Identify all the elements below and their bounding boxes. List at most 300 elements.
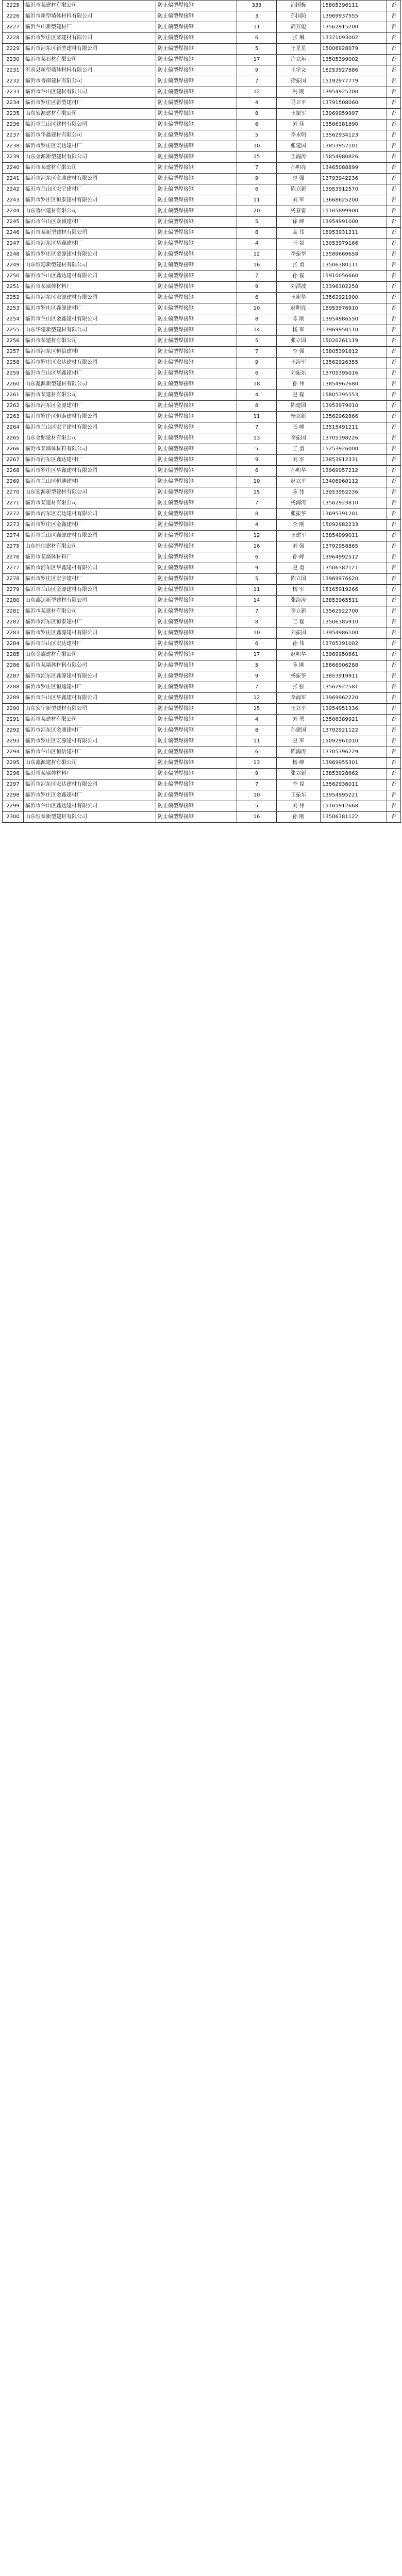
table-row	[3, 206, 401, 217]
table-cell: 否	[387, 520, 401, 531]
table-cell: 防止偏型焊接钢	[156, 174, 237, 184]
table-cell: 15092961010	[321, 736, 387, 747]
table-cell: 否	[387, 412, 401, 422]
table-cell: 山东鲁信建材有限公司	[24, 206, 156, 217]
table-body	[3, 1, 401, 823]
table-cell: 李 磊	[277, 779, 321, 790]
table-row	[3, 44, 401, 55]
table-cell: 许立年	[277, 55, 321, 65]
table-cell: 8	[237, 509, 277, 520]
table-cell: 2278	[3, 574, 24, 585]
table-cell: 孙 刚	[277, 812, 321, 823]
table-cell: 2248	[3, 249, 24, 260]
table-cell: 临沂市某墙体材料有限公司	[24, 444, 156, 455]
table-cell: 2230	[3, 55, 24, 65]
table-cell: 11	[237, 585, 277, 596]
table-cell: 2242	[3, 184, 24, 195]
table-row	[3, 812, 401, 823]
table-cell: 13506385910	[321, 617, 387, 628]
table-cell: 孙 磊	[277, 271, 321, 282]
table-cell: 2228	[3, 33, 24, 44]
table-cell: 18253927886	[321, 65, 387, 76]
table-cell: 否	[387, 466, 401, 477]
table-row	[3, 585, 401, 596]
table-cell: 2276	[3, 552, 24, 563]
table-cell: 13969950661	[321, 650, 387, 660]
table-cell: 否	[387, 422, 401, 433]
table-cell: 临沂市兰山区鑫达建材有限公司	[24, 271, 156, 282]
table-cell: 2294	[3, 747, 24, 758]
table-row	[3, 401, 401, 412]
table-cell: 防止偏型焊接钢	[156, 606, 237, 617]
table-cell: 刘 佳	[277, 120, 321, 130]
table-cell: 张立国	[277, 336, 321, 347]
table-cell: 15805396111	[321, 1, 387, 11]
table-row	[3, 239, 401, 249]
table-cell: 13506380111	[321, 260, 387, 271]
table-row	[3, 368, 401, 379]
table-cell: 防止偏型焊接钢	[156, 55, 237, 65]
table-cell: 12	[237, 87, 277, 98]
table-cell: 2272	[3, 509, 24, 520]
table-cell: 6	[237, 293, 277, 303]
table-cell: 防止偏型焊接钢	[156, 498, 237, 509]
table-cell: 临沂市河东区恒信建材厂	[24, 347, 156, 358]
table-cell: 7	[237, 498, 277, 509]
table-cell: 14	[237, 596, 277, 606]
table-cell: 否	[387, 606, 401, 617]
table-cell: 2241	[3, 174, 24, 184]
table-cell: 否	[387, 455, 401, 466]
table-row	[3, 617, 401, 628]
table-cell: 王 勇	[277, 444, 321, 455]
table-row	[3, 98, 401, 109]
table-row	[3, 11, 401, 22]
table-cell: 山东金源新型建材有限公司	[24, 152, 156, 163]
table-cell: 2290	[3, 704, 24, 715]
table-row	[3, 22, 401, 33]
table-row	[3, 141, 401, 152]
table-cell: 王星星	[277, 44, 321, 55]
table-cell: 否	[387, 325, 401, 336]
table-cell: 7	[237, 271, 277, 282]
table-cell: 冯 刚	[277, 87, 321, 98]
table-cell: 15020261119	[321, 336, 387, 347]
table-cell: 2236	[3, 120, 24, 130]
table-cell: 2283	[3, 628, 24, 639]
table-cell: 否	[387, 379, 401, 390]
table-cell: 杨春雷	[277, 206, 321, 217]
table-cell: 王海涛	[277, 152, 321, 163]
table-cell: 20	[237, 206, 277, 217]
table-cell: 防止偏型焊接钢	[156, 779, 237, 790]
table-cell: 否	[387, 390, 401, 401]
table-cell: 否	[387, 152, 401, 163]
table-cell: 否	[387, 141, 401, 152]
table-cell: 临沂市河东区金鼎建材厂	[24, 725, 156, 736]
table-row	[3, 293, 401, 303]
table-cell: 13371093002	[321, 33, 387, 44]
table-row	[3, 747, 401, 758]
table-cell: 3	[237, 11, 277, 22]
table-cell: 13805391812	[321, 347, 387, 358]
table-cell: 否	[387, 790, 401, 801]
table-cell: 防止偏型焊接钢	[156, 336, 237, 347]
table-cell: 否	[387, 704, 401, 715]
table-cell: 临沂市罗庄区金鑫建材厂	[24, 790, 156, 801]
table-cell: 沂南县新型墙体材料有限公司	[24, 65, 156, 76]
table-cell: 临沂市某墙体材料厂	[24, 282, 156, 293]
table-cell: 2297	[3, 779, 24, 790]
table-cell: 2280	[3, 596, 24, 606]
table-cell: 山东华建新型建材有限公司	[24, 325, 156, 336]
table-row	[3, 682, 401, 693]
table-cell: 临沂市兰山区恒通建材厂	[24, 477, 156, 487]
table-row	[3, 801, 401, 812]
table-cell: 13969962220	[321, 693, 387, 704]
table-cell: 13506382121	[321, 563, 387, 574]
table-cell: 防止偏型焊接钢	[156, 11, 237, 22]
table-cell: 14	[237, 325, 277, 336]
table-cell: 否	[387, 22, 401, 33]
table-cell: 5	[237, 444, 277, 455]
table-cell: 陈 刚	[277, 314, 321, 325]
table-cell: 16	[237, 812, 277, 823]
table-cell: 7	[237, 606, 277, 617]
table-cell: 10	[237, 141, 277, 152]
table-row	[3, 444, 401, 455]
table-cell: 13953912570	[321, 184, 387, 195]
table-cell: 8	[237, 401, 277, 412]
table-cell: 13792958865	[321, 541, 387, 552]
table-row	[3, 769, 401, 779]
table-cell: 临沂市某墙体材料有限公司	[24, 660, 156, 671]
table-cell: 临沂市罗庄区宏宇建材厂	[24, 574, 156, 585]
table-cell: 6	[237, 747, 277, 758]
table-cell: 2240	[3, 163, 24, 174]
table-cell: 2255	[3, 325, 24, 336]
table-cell: 临沂市某建材有限公司	[24, 606, 156, 617]
table-cell: 8	[237, 314, 277, 325]
table-row	[3, 639, 401, 650]
table-cell: 否	[387, 293, 401, 303]
table-cell: 2256	[3, 336, 24, 347]
table-row	[3, 55, 401, 65]
table-cell: 李永明	[277, 130, 321, 141]
table-cell: 13954925700	[321, 87, 387, 98]
table-cell: 张 勇	[277, 260, 321, 271]
table-cell: 防止偏型焊接钢	[156, 260, 237, 271]
table-cell: 13	[237, 758, 277, 769]
table-cell: 防止偏型焊接钢	[156, 271, 237, 282]
table-cell: 临沂市某石材有限公司	[24, 55, 156, 65]
table-cell: 山东金鑫建材有限公司	[24, 650, 156, 660]
table-cell: 否	[387, 812, 401, 823]
table-cell: 2227	[3, 22, 24, 33]
table-cell: 否	[387, 184, 401, 195]
table-row	[3, 455, 401, 466]
table-cell: 李振国	[277, 433, 321, 444]
table-cell: 18953931211	[321, 228, 387, 239]
table-cell: 15910056660	[321, 271, 387, 282]
table-cell: 孙 伟	[277, 379, 321, 390]
table-cell: 8	[237, 617, 277, 628]
table-cell: 防止偏型焊接钢	[156, 44, 237, 55]
table-cell: 2257	[3, 347, 24, 358]
table-cell: 防止偏型焊接钢	[156, 412, 237, 422]
table-cell: 15165919266	[321, 585, 387, 596]
table-cell: 临沂市罗庄区恒泰建材有限公司	[24, 412, 156, 422]
table-cell: 王海军	[277, 358, 321, 368]
table-cell: 孙国防	[277, 11, 321, 22]
table-cell: 11	[237, 195, 277, 206]
table-cell: 否	[387, 11, 401, 22]
table-cell: 9	[237, 282, 277, 293]
table-row	[3, 477, 401, 487]
table-cell: 2271	[3, 498, 24, 509]
table-cell: 防止偏型焊接钢	[156, 65, 237, 76]
table-cell: 2259	[3, 368, 24, 379]
table-cell: 2231	[3, 65, 24, 76]
table-cell: 山东恒信建材有限公司	[24, 541, 156, 552]
table-cell: 17	[237, 55, 277, 65]
table-cell: 临沂市河东区华鑫建材厂	[24, 239, 156, 249]
table-cell: 否	[387, 509, 401, 520]
table-cell: 2292	[3, 725, 24, 736]
table-cell: 13953979010	[321, 401, 387, 412]
table-cell: 防止偏型焊接钢	[156, 1, 237, 11]
table-cell: 防止偏型焊接钢	[156, 98, 237, 109]
table-cell: 否	[387, 336, 401, 347]
table-cell: 7	[237, 779, 277, 790]
table-cell: 13854962680	[321, 379, 387, 390]
table-cell: 否	[387, 617, 401, 628]
table-cell: 4	[237, 239, 277, 249]
table-cell: 10	[237, 628, 277, 639]
table-cell: 山东金鼎建材有限公司	[24, 433, 156, 444]
table-cell: 13954986550	[321, 314, 387, 325]
table-cell: 防止偏型焊接钢	[156, 130, 237, 141]
table-cell: 防止偏型焊接钢	[156, 206, 237, 217]
table-row	[3, 563, 401, 574]
table-cell: 13	[237, 433, 277, 444]
table-cell: 13853912331	[321, 455, 387, 466]
table-cell: 否	[387, 487, 401, 498]
table-cell: 2253	[3, 303, 24, 314]
table-cell: 杨 峰	[277, 758, 321, 769]
table-cell: 王振军	[277, 109, 321, 120]
table-cell: 防止偏型焊接钢	[156, 704, 237, 715]
table-cell: 否	[387, 715, 401, 725]
table-cell: 孙建国	[277, 725, 321, 736]
table-cell: 防止偏型焊接钢	[156, 33, 237, 44]
table-row	[3, 390, 401, 401]
table-cell: 王振东	[277, 790, 321, 801]
table-cell: 防止偏型焊接钢	[156, 725, 237, 736]
table-cell: 临沂市某建材有限公司	[24, 163, 156, 174]
table-cell: 6	[237, 466, 277, 477]
table-cell: 临沂市兰山区金鑫建材有限公司	[24, 314, 156, 325]
table-cell: 2249	[3, 260, 24, 271]
table-cell: 临沂市罗庄区鑫源建材有限公司	[24, 628, 156, 639]
table-cell: 刘洪波	[277, 282, 321, 293]
table-row	[3, 725, 401, 736]
table-cell: 13705396229	[321, 747, 387, 758]
table-cell: 13562962866	[321, 412, 387, 422]
table-cell: 防止偏型焊接钢	[156, 433, 237, 444]
table-cell: 陈 刚	[277, 660, 321, 671]
table-cell: 2287	[3, 671, 24, 682]
table-cell: 临沂市新型墙体材料有限公司	[24, 11, 156, 22]
table-cell: 防止偏型焊接钢	[156, 239, 237, 249]
table-cell: 13668625200	[321, 195, 387, 206]
table-cell: 2266	[3, 444, 24, 455]
table-cell: 2286	[3, 660, 24, 671]
enterprise-register-table	[2, 0, 401, 823]
table-cell: 2293	[3, 736, 24, 747]
table-cell: 否	[387, 747, 401, 758]
table-cell: 防止偏型焊接钢	[156, 790, 237, 801]
table-cell: 17	[237, 650, 277, 660]
table-cell: 2267	[3, 455, 24, 466]
table-row	[3, 314, 401, 325]
table-cell: 孙 伟	[277, 639, 321, 650]
table-cell: 防止偏型焊接钢	[156, 715, 237, 725]
table-cell: 临沂市某新型建材有限公司	[24, 228, 156, 239]
table-cell: 山东宏源新型建材有限公司	[24, 487, 156, 498]
table-cell: 否	[387, 769, 401, 779]
table-cell: 张 峰	[277, 422, 321, 433]
table-cell: 7	[237, 347, 277, 358]
table-cell: 否	[387, 531, 401, 541]
table-cell: 陈 伟	[277, 487, 321, 498]
table-cell: 防止偏型焊接钢	[156, 120, 237, 130]
table-cell: 临沂市兰山区鑫源建材有限公司	[24, 531, 156, 541]
table-cell: 防止偏型焊接钢	[156, 531, 237, 541]
table-cell: 15805395553	[321, 390, 387, 401]
table-cell: 李 强	[277, 347, 321, 358]
table-cell: 否	[387, 130, 401, 141]
table-cell: 防止偏型焊接钢	[156, 812, 237, 823]
table-cell: 5	[237, 130, 277, 141]
table-cell: 否	[387, 477, 401, 487]
table-cell: 山东鑫源新型建材有限公司	[24, 379, 156, 390]
table-cell: 13964992512	[321, 552, 387, 563]
table-cell: 李振华	[277, 249, 321, 260]
table-cell: 赵 强	[277, 174, 321, 184]
table-cell: 防止偏型焊接钢	[156, 228, 237, 239]
table-cell: 2258	[3, 358, 24, 368]
table-cell: 王建军	[277, 531, 321, 541]
table-cell: 赵明华	[277, 650, 321, 660]
table-cell: 否	[387, 650, 401, 660]
table-cell: 否	[387, 282, 401, 293]
table-cell: 张 琳	[277, 33, 321, 44]
table-cell: 防止偏型焊接钢	[156, 552, 237, 563]
table-cell: 8	[237, 228, 277, 239]
table-cell: 否	[387, 33, 401, 44]
table-cell: 防止偏型焊接钢	[156, 671, 237, 682]
table-cell: 2260	[3, 379, 24, 390]
table-cell: 防止偏型焊接钢	[156, 184, 237, 195]
table-cell: 临沂市兰山区华鑫建材有限公司	[24, 693, 156, 704]
table-cell: 2250	[3, 271, 24, 282]
table-cell: 临沂市某建材有限公司	[24, 498, 156, 509]
table-cell: 刘 强	[277, 541, 321, 552]
table-cell: 13506381890	[321, 120, 387, 130]
table-cell: 防止偏型焊接钢	[156, 358, 237, 368]
table-cell: 2274	[3, 531, 24, 541]
table-row	[3, 412, 401, 422]
table-cell: 防止偏型焊接钢	[156, 163, 237, 174]
table-cell: 李 刚	[277, 520, 321, 531]
table-cell: 否	[387, 303, 401, 314]
table-cell: 18	[237, 379, 277, 390]
table-cell: 2299	[3, 801, 24, 812]
table-cell: 2269	[3, 477, 24, 487]
table-row	[3, 574, 401, 585]
table-cell: 防止偏型焊接钢	[156, 455, 237, 466]
table-cell: 5	[237, 660, 277, 671]
table-cell: 临沂兰山新型建材厂	[24, 22, 156, 33]
table-cell: 否	[387, 358, 401, 368]
table-cell: 5	[237, 801, 277, 812]
table-cell: 防止偏型焊接钢	[156, 563, 237, 574]
table-cell: 孙 峰	[277, 552, 321, 563]
table-cell: 防止偏型焊接钢	[156, 368, 237, 379]
table-cell: 7	[237, 682, 277, 693]
table-cell: 赵 磊	[277, 390, 321, 401]
table-cell: 2295	[3, 758, 24, 769]
table-cell: 2275	[3, 541, 24, 552]
table-cell: 12	[237, 531, 277, 541]
table-cell: 13506389921	[321, 715, 387, 725]
table-cell: 临沂市河东区华鑫建材有限公司	[24, 563, 156, 574]
table-cell: 15	[237, 487, 277, 498]
table-cell: 临沂市河东区宏源建材有限公司	[24, 293, 156, 303]
table-cell: 防止偏型焊接钢	[156, 87, 237, 98]
table-cell: 临沂市某建材有限公司	[24, 390, 156, 401]
table-cell: 否	[387, 76, 401, 87]
table-cell: 防止偏型焊接钢	[156, 195, 237, 206]
table-cell: 13515491211	[321, 422, 387, 433]
table-cell: 高 伟	[277, 228, 321, 239]
table-row	[3, 758, 401, 769]
table-cell: 否	[387, 585, 401, 596]
table-cell: 杨立新	[277, 412, 321, 422]
table-cell: 防止偏型焊接钢	[156, 314, 237, 325]
table-cell: 防止偏型焊接钢	[156, 466, 237, 477]
table-cell: 13562922581	[321, 682, 387, 693]
table-cell: 13506381122	[321, 812, 387, 823]
table-cell: 赵明亮	[277, 303, 321, 314]
table-cell: 孙明亮	[277, 163, 321, 174]
table-cell: 否	[387, 433, 401, 444]
table-cell: 13053979166	[321, 239, 387, 249]
table-cell: 否	[387, 260, 401, 271]
table-cell: 11	[237, 412, 277, 422]
table-cell: 13953952236	[321, 487, 387, 498]
table-cell: 15092982233	[321, 520, 387, 531]
table-cell: 杨 军	[277, 325, 321, 336]
table-cell: 13589669658	[321, 249, 387, 260]
table-row	[3, 552, 401, 563]
table-cell: 15006928079	[321, 44, 387, 55]
table-cell: 临沂市某墙体材料厂	[24, 769, 156, 779]
table-cell: 13705395016	[321, 368, 387, 379]
table-cell: 2296	[3, 769, 24, 779]
table-cell: 13695391201	[321, 509, 387, 520]
